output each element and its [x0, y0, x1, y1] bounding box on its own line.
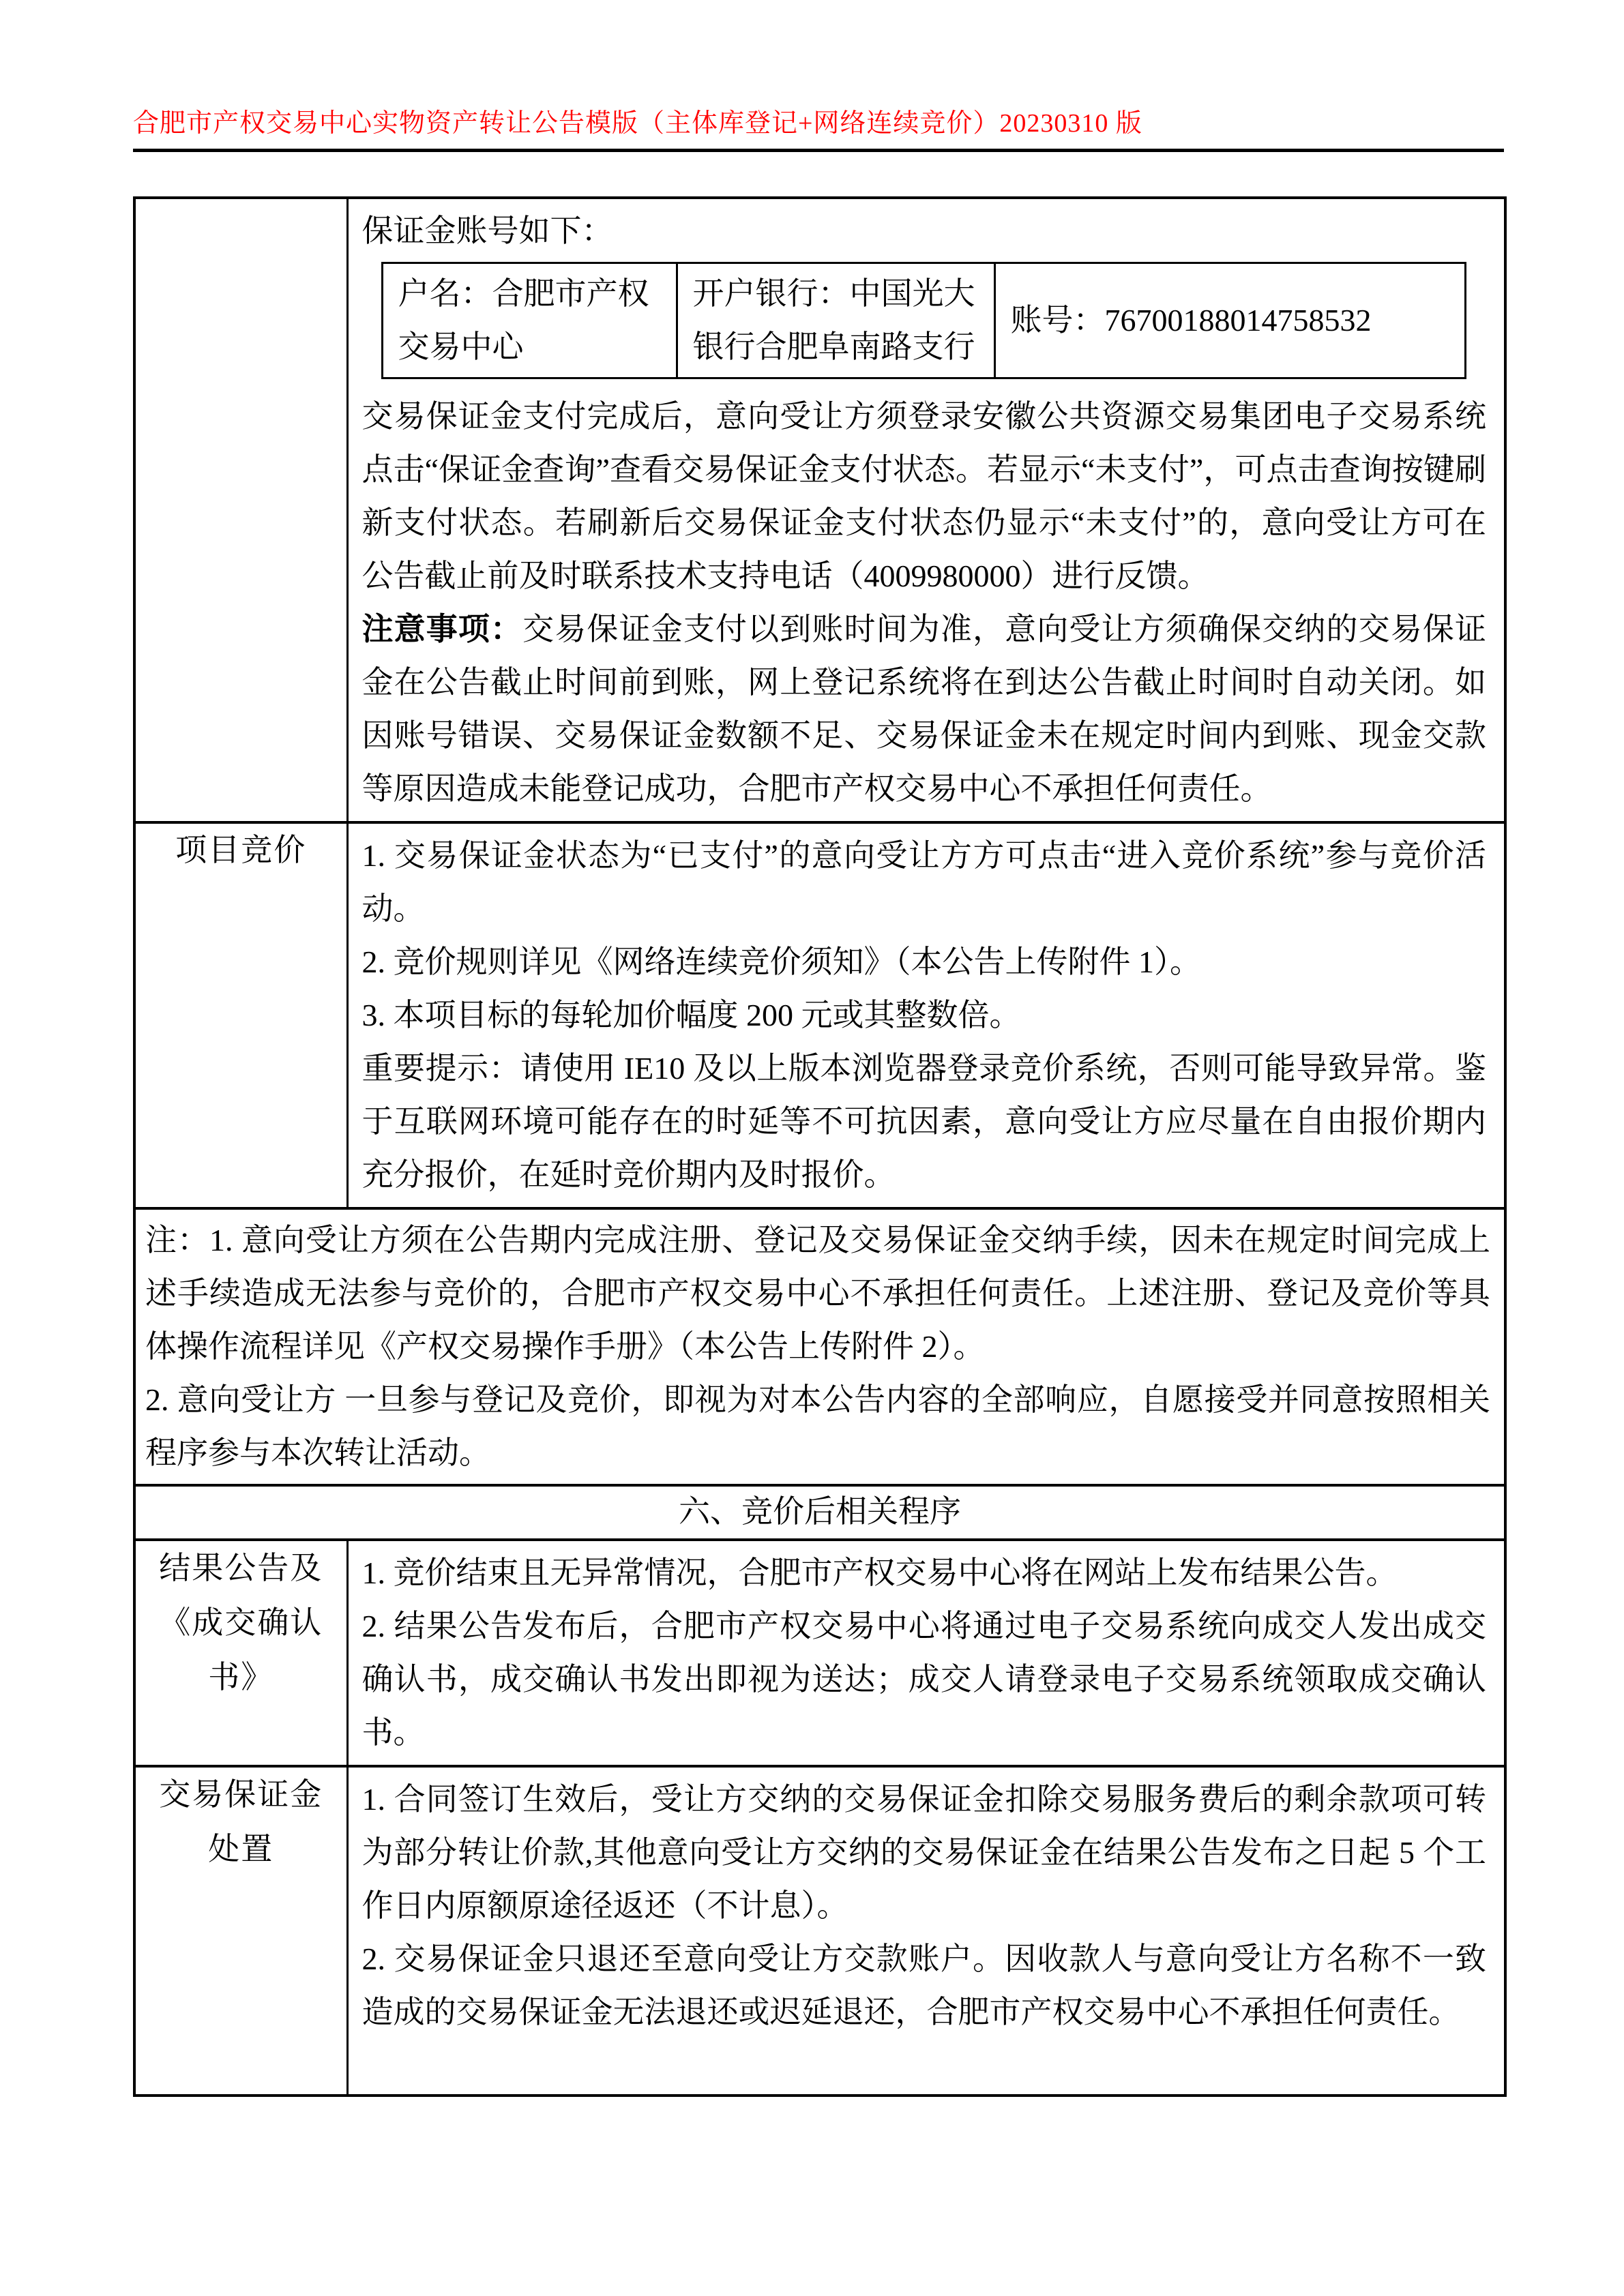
result-row-label	[134, 1540, 347, 1766]
bidding-item-1: 1. 交易保证金状态为“已支付”的意向受让方方可点击“进入竞价系统”参与竞价活动。	[361, 838, 1486, 926]
disposal-item-2: 2. 交易保证金只退还至意向受让方交款账户。因收款人与意向受让方名称不一致造成的交易保证金无法退还或迟延退还，合肥市产权交易中心不承担任何责任。	[361, 1941, 1486, 2029]
deposit-row-content	[347, 198, 1505, 822]
notice-body: 交易保证金支付以到账时间为准，意向受让方须确保交纳的交易保证金在公告截止时间前到账，网上登记系统将在到达公告截止时间时自动关闭。如因账号错误、交易保证金数额不足、交易保证金未在规定时间内到账、现金交款等原因造成未能登记成功，合肥市产权交易中心不承担任何责任。	[361, 612, 1487, 806]
disposal-row-label	[134, 1766, 347, 2096]
bidding-important-tip: 重要提示：请使用 IE10 及以上版本浏览器登录竞价系统，否则可能导致异常。鉴于互联网环境可能存在的时延等不可抗因素，意向受让方应尽量在自由报价期内充分报价，在延时竞价期内及时报价。	[361, 1051, 1486, 1192]
deposit-account-row	[382, 263, 1465, 378]
account-number-cell: 账号：76700188014758532	[994, 263, 1465, 378]
announcement-table	[133, 196, 1507, 2097]
note-paragraph-2: 2. 意向受让方 一旦参与登记及竞价，即视为对本公告内容的全部响应，自愿接受并同意按照相关程序参与本次转让活动。	[145, 1382, 1490, 1470]
deposit-disposal-row	[134, 1766, 1505, 2096]
deposit-account-table	[381, 262, 1466, 379]
result-item-1: 1. 竞价结束且无异常情况，合肥市产权交易中心将在网站上发布结果公告。	[361, 1555, 1398, 1590]
deposit-intro: 保证金账号如下：	[361, 213, 613, 248]
note-row	[134, 1208, 1505, 1485]
section-header-row	[134, 1485, 1505, 1540]
deposit-row-label-empty	[134, 198, 347, 822]
disposal-label-line-1: 交易保证金	[159, 1777, 323, 1812]
disposal-row-content	[347, 1766, 1505, 2096]
note-row-content	[134, 1208, 1505, 1485]
deposit-paragraph-notice	[362, 603, 1487, 816]
disposal-item-1: 1. 合同签订生效后，受让方交纳的交易保证金扣除交易服务费后的剩余款项可转为部分转让价款,其他意向受让方交纳的交易保证金在结果公告发布之日起 5 个工作日内原额原途径返还（不计息）。	[361, 1782, 1486, 1923]
result-label-line-3: 书》	[208, 1660, 274, 1695]
result-label-line-1: 结果公告及	[159, 1551, 323, 1585]
section-header-title: 六、竞价后相关程序	[134, 1485, 1505, 1540]
document-title: 合肥市产权交易中心实物资产转让公告模版（主体库登记+网络连续竞价）20230310 版	[133, 109, 1142, 138]
document-header	[133, 106, 1504, 152]
note-paragraph-1: 注：1. 意向受让方须在公告期内完成注册、登记及交易保证金交纳手续，因未在规定时间完成上述手续造成无法参与竞价的，合肥市产权交易中心不承担任何责任。上述注册、登记及竞价等具体操作流程详见《产权交易操作手册》（本公告上传附件 2）。	[145, 1223, 1490, 1364]
notice-lead: 注意事项：	[361, 612, 523, 646]
bidding-item-2: 2. 竞价规则详见《网络连续竞价须知》（本公告上传附件 1）。	[361, 944, 1201, 979]
disposal-label-line-2: 处置	[208, 1832, 274, 1866]
deposit-paragraph-status: 交易保证金支付完成后，意向受让方须登录安徽公共资源交易集团电子交易系统点击“保证金查询”查看交易保证金支付状态。若显示“未支付”，可点击查询按键刷新支付状态。若刷新后交易保证金支付状态仍显示“未支付”的，意向受让方可在公告截止前及时联系技术支持电话（4009980000）进行反馈。	[361, 399, 1486, 593]
project-bidding-row	[134, 822, 1505, 1208]
bidding-item-3: 3. 本项目标的每轮加价幅度 200 元或其整数倍。	[361, 998, 1021, 1032]
result-announcement-row	[134, 1540, 1505, 1766]
account-bank-cell: 开户银行：中国光大银行合肥阜南路支行	[677, 263, 994, 378]
result-item-2: 2. 结果公告发布后，合肥市产权交易中心将通过电子交易系统向成交人发出成交确认书，成交确认书发出即视为送达；成交人请登录电子交易系统领取成交确认书。	[361, 1609, 1486, 1750]
bidding-row-label: 项目竞价	[134, 822, 347, 1208]
result-label-line-2: 《成交确认	[159, 1605, 323, 1640]
deposit-instructions-row	[134, 198, 1505, 822]
account-holder-cell: 户名：合肥市产权交易中心	[382, 263, 677, 378]
result-row-content	[347, 1540, 1505, 1766]
bidding-row-content	[347, 822, 1505, 1208]
